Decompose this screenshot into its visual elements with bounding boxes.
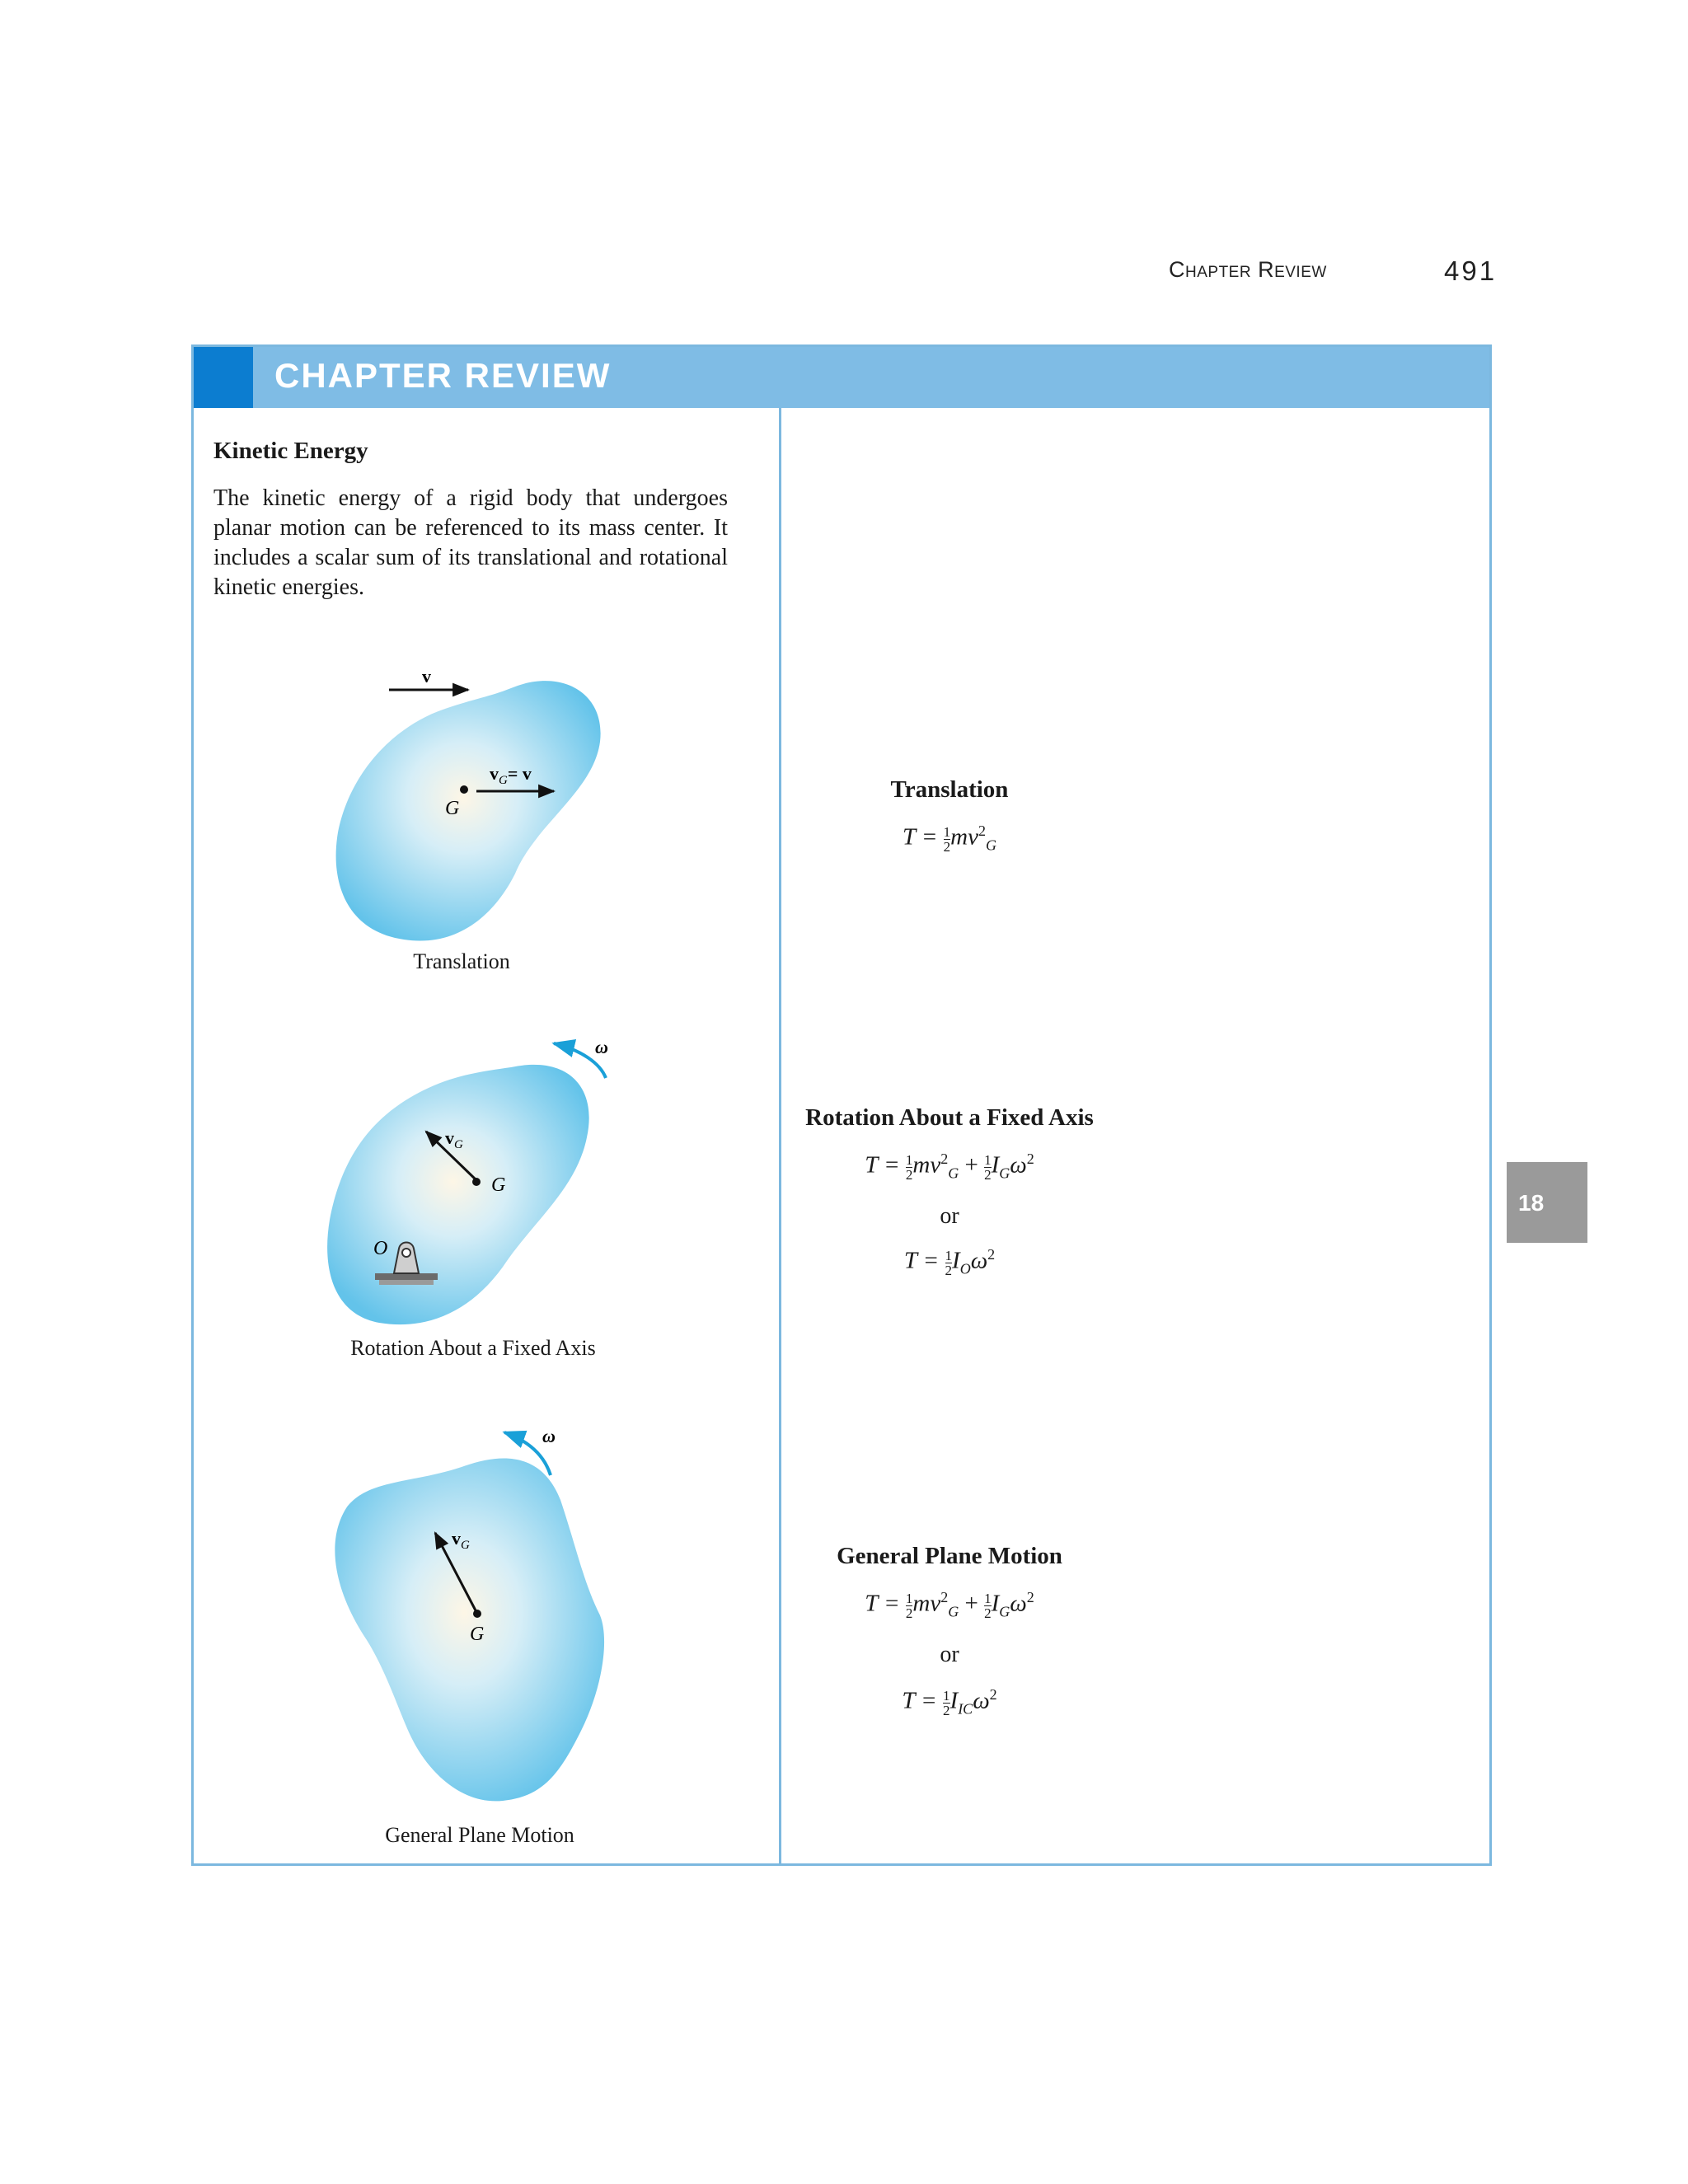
panel-title: CHAPTER REVIEW — [274, 356, 612, 395]
section-title: Kinetic Energy — [213, 438, 368, 464]
g-label: G — [445, 798, 460, 819]
rotation-figure — [327, 1037, 608, 1324]
translation-equation: T = $\frac{1}{2}$ $mv^2_G$ — [902, 823, 996, 855]
vg-label: $v_G$ — [452, 1528, 470, 1552]
rotation-title: Rotation About a Fixed Axis — [805, 1104, 1094, 1131]
general-title: General Plane Motion — [837, 1543, 1062, 1569]
intro-paragraph: The kinetic energy of a rigid body that undergoes planar motion can be referenced to its mass center. It includes a scalar sum of its translational and rotational kinetic energies. — [213, 485, 728, 600]
rotation-equation-1: T = $\frac{1}{2}$ $mv^2_G$ + $\frac{1}{2}$ $I_G\omega^2$ — [865, 1151, 1034, 1183]
v-label: v — [422, 666, 431, 687]
figure-caption-translation: Translation — [413, 949, 510, 973]
page-number: 491 — [1444, 255, 1498, 286]
rigid-body-shape — [336, 681, 601, 940]
vg-label: $v_G= v$ — [490, 763, 532, 787]
g-label: G — [470, 1624, 485, 1645]
mass-center-dot — [473, 1610, 481, 1618]
general-plane-figure — [335, 1426, 604, 1801]
g-label: G — [491, 1174, 506, 1196]
running-head: Chapter Review — [1169, 257, 1327, 282]
translation-figure — [336, 666, 601, 941]
omega-label: ω — [542, 1426, 556, 1446]
translation-title: Translation — [890, 776, 1009, 803]
omega-label: ω — [595, 1037, 608, 1057]
mass-center-dot — [460, 785, 468, 794]
or-text: or — [940, 1203, 959, 1229]
figure-caption-general: General Plane Motion — [385, 1823, 574, 1847]
rotation-equation-2: T = $\frac{1}{2}$ $I_O\omega^2$ — [903, 1246, 996, 1278]
o-label: O — [373, 1238, 388, 1259]
chapter-tab: 18 — [1507, 1162, 1587, 1243]
mass-center-dot — [472, 1178, 481, 1186]
or-text: or — [940, 1642, 959, 1667]
general-equation-1: T = $\frac{1}{2}$ $mv^2_G$ + $\frac{1}{2}$ $I_G\omega^2$ — [865, 1589, 1034, 1621]
rigid-body-shape — [327, 1065, 589, 1324]
vg-label: $v_G$ — [445, 1127, 463, 1151]
general-equation-2: T = $\frac{1}{2}$ $I_{IC}\omega^2$ — [902, 1686, 997, 1718]
figure-caption-rotation: Rotation About a Fixed Axis — [350, 1336, 596, 1360]
